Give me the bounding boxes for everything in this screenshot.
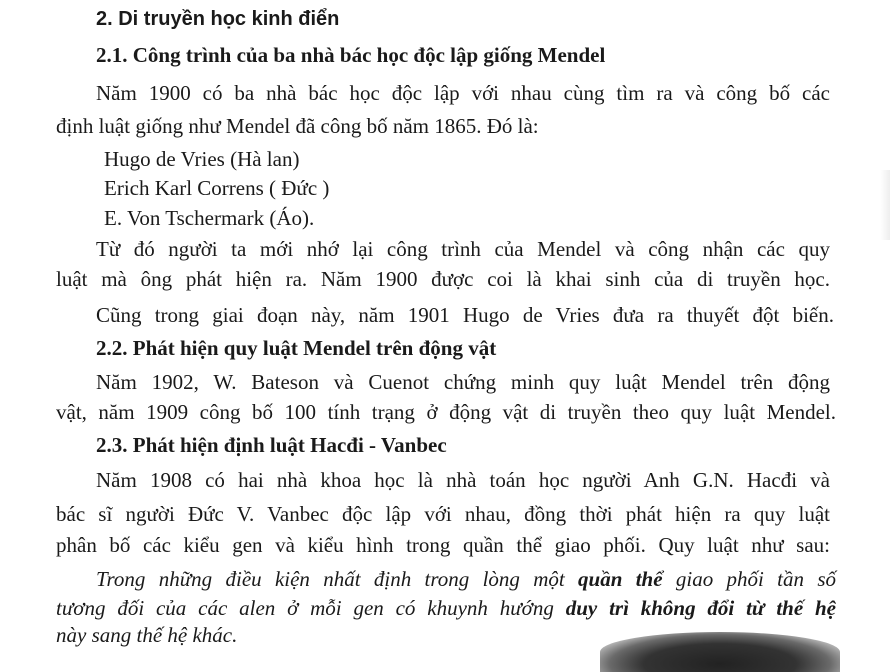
- portrait-photo: [600, 632, 840, 672]
- subsection-2-3-title: 2.3. Phát hiện định luật Hacđi - Vanbec: [96, 433, 447, 457]
- paragraph-line: bác sĩ người Đức V. Vanbec độc lập với nhau, đồng thời phát hiện ra quy luật: [56, 502, 830, 526]
- paragraph-line: Năm 1902, W. Bateson và Cuenot chứng minh quy luật Mendel trên động: [96, 370, 830, 394]
- paragraph-line: định luật giống như Mendel đã công bố năm 1865. Đó là:: [56, 114, 539, 138]
- law-emphasis: quần thể: [578, 567, 663, 591]
- paragraph-line: Năm 1900 có ba nhà bác học độc lập với nhau cùng tìm ra và công bố các: [96, 81, 830, 105]
- law-statement-line: này sang thế hệ khác.: [56, 623, 238, 647]
- subsection-2-2-title: 2.2. Phát hiện quy luật Mendel trên động vật: [96, 336, 497, 360]
- law-text: Trong những điều kiện nhất định trong lòng một: [96, 567, 579, 591]
- law-statement-line: [96, 566, 836, 592]
- law-text: tương đối của các alen ở mỗi gen có khuynh hướng: [56, 596, 566, 620]
- law-text: giao phối tần số: [662, 567, 836, 591]
- paragraph-line: Cũng trong giai đoạn này, năm 1901 Hugo de Vries đưa ra thuyết đột biến.: [96, 303, 834, 327]
- scientist-list-item: Hugo de Vries (Hà lan): [104, 147, 300, 171]
- paragraph-line: Từ đó người ta mới nhớ lại công trình của Mendel và công nhận các quy: [96, 237, 830, 261]
- paragraph-line: vật, năm 1909 công bố 100 tính trạng ở động vật di truyền theo quy luật Mendel.: [56, 400, 836, 424]
- section-title: 2. Di truyền học kinh điển: [96, 8, 340, 30]
- law-statement-line: [56, 595, 836, 621]
- scientist-list-item: E. Von Tschermark (Áo).: [104, 206, 315, 230]
- paragraph-line: luật mà ông phát hiện ra. Năm 1900 được coi là khai sinh của di truyền học.: [56, 267, 830, 291]
- paragraph-line: Năm 1908 có hai nhà khoa học là nhà toán học người Anh G.N. Hacđi và: [96, 468, 830, 492]
- law-emphasis: duy trì không đổi từ thế hệ: [565, 596, 836, 620]
- scan-artifact: [880, 170, 890, 240]
- subsection-2-1-title: 2.1. Công trình của ba nhà bác học độc lập giống Mendel: [96, 43, 606, 67]
- scientist-list-item: Erich Karl Correns ( Đức ): [104, 176, 330, 200]
- paragraph-line: phân bố các kiểu gen và kiểu hình trong quần thể giao phối. Quy luật như sau:: [56, 533, 830, 557]
